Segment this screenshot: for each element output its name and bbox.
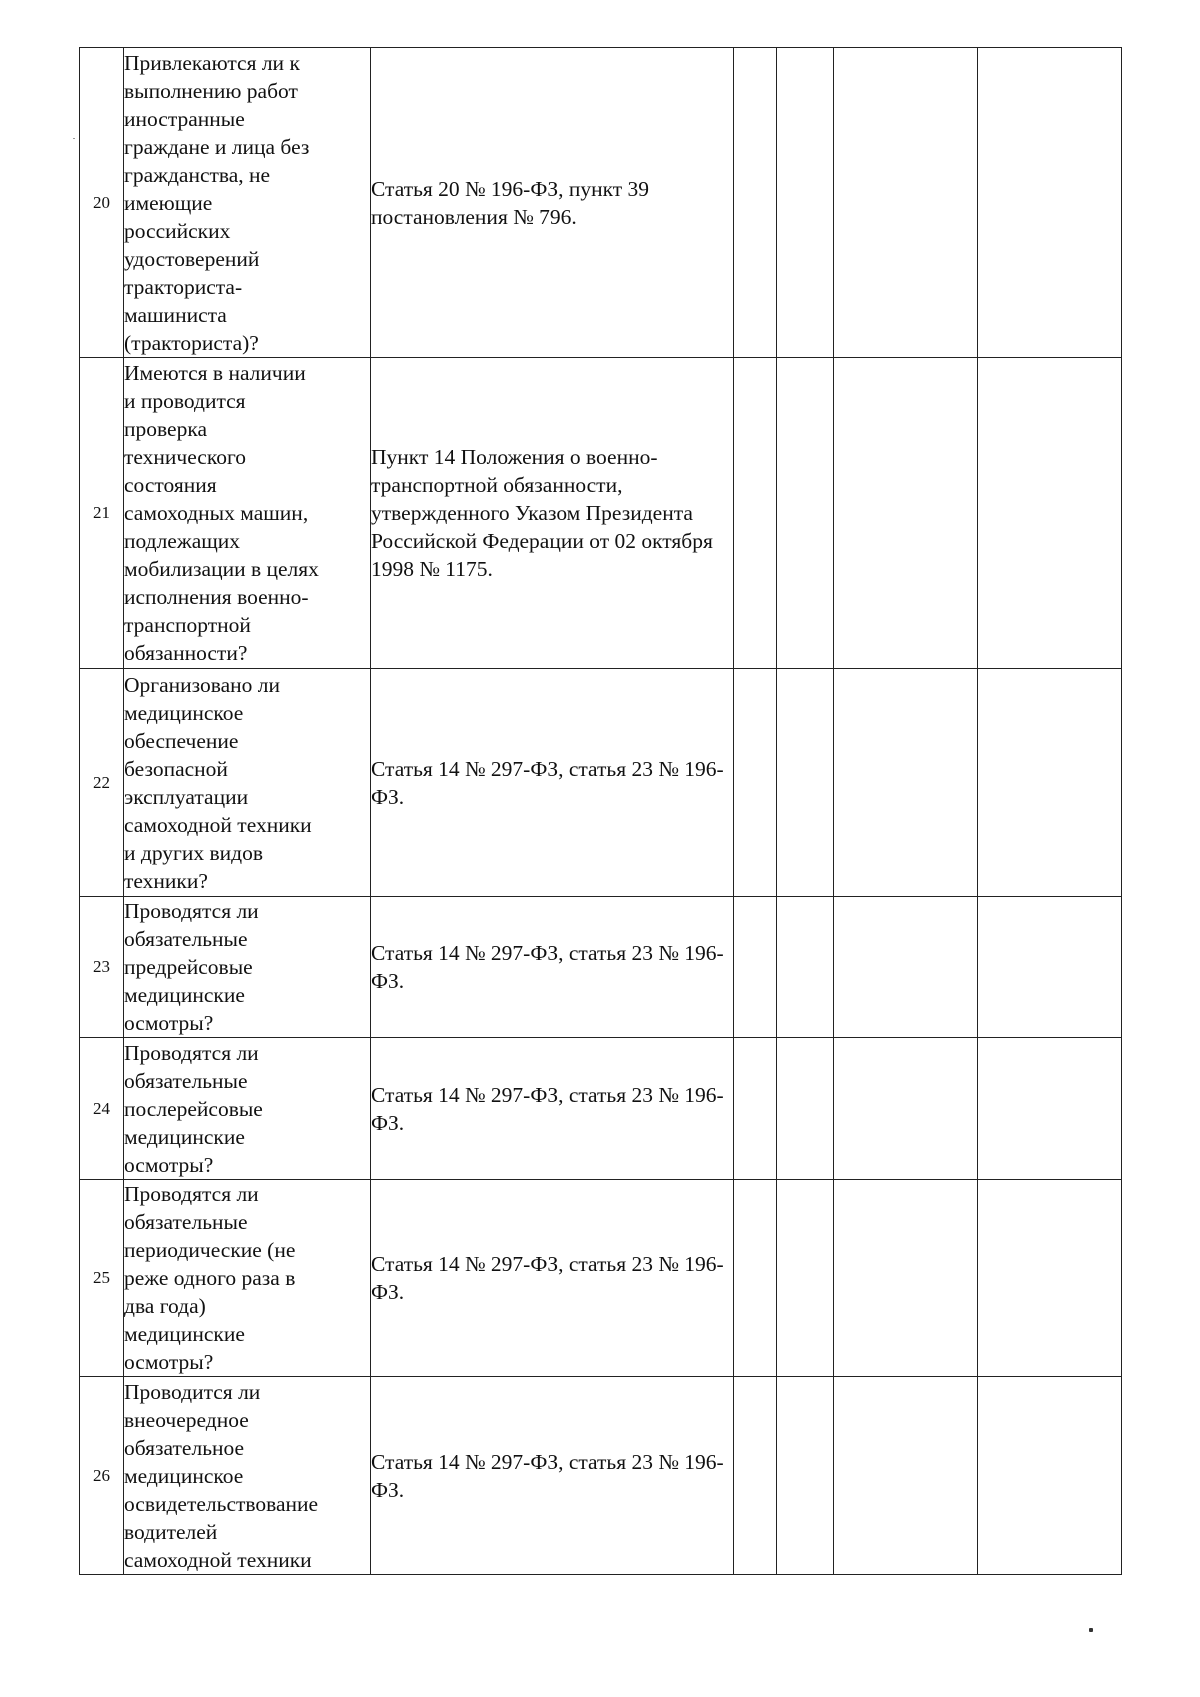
question-line: проверка	[124, 417, 207, 441]
question-line: российских	[124, 218, 231, 243]
question-line: Имеются в наличии	[124, 361, 306, 385]
question-line: осмотры?	[124, 1152, 214, 1177]
table-row	[80, 1377, 1122, 1575]
table-row	[80, 358, 1122, 669]
answer-cell-not-applicable	[834, 48, 978, 358]
answer-cell-not-applicable	[834, 358, 978, 669]
answer-cell-yes	[734, 1377, 777, 1575]
question-line: медицинское	[124, 700, 244, 725]
question-line: граждане и лица без	[124, 134, 310, 159]
answer-cell-no	[777, 1180, 834, 1377]
question-line: Проводится ли	[124, 1379, 261, 1404]
answer-cell-yes	[734, 1038, 777, 1180]
question-line: эксплуатации	[124, 784, 249, 809]
question-line: послерейсовые	[124, 1096, 263, 1121]
row-number: 22	[80, 669, 124, 897]
row-number: 24	[80, 1038, 124, 1180]
notes-cell	[978, 48, 1122, 358]
answer-cell-yes	[734, 358, 777, 669]
answer-cell-yes	[734, 1180, 777, 1377]
question-line: обязательные	[124, 927, 248, 951]
checklist-table	[79, 47, 1122, 1575]
question-cell	[124, 1180, 371, 1377]
table-row	[80, 897, 1122, 1038]
question-line: технического	[124, 445, 246, 469]
question-line: исполнения военно-	[124, 585, 309, 609]
answer-cell-yes	[734, 48, 777, 358]
legal-reference: Статья 20 № 196-ФЗ, пункт 39 постановления № 796.	[371, 48, 734, 358]
answer-cell-not-applicable	[834, 669, 978, 897]
answer-cell-no	[777, 897, 834, 1038]
question-cell	[124, 1038, 371, 1180]
notes-cell	[978, 1038, 1122, 1180]
question-line: периодические (не	[124, 1238, 296, 1262]
answer-cell-no	[777, 1377, 834, 1575]
question-cell	[124, 897, 371, 1038]
answer-cell-not-applicable	[834, 1180, 978, 1377]
legal-reference: Пункт 14 Положения о военно-транспортной обязанности, утвержденного Указом Президента Российской Федерации от 02 октября 1998 № 1175.	[371, 358, 734, 669]
question-cell	[124, 669, 371, 897]
row-number: 20	[80, 48, 124, 358]
answer-cell-no	[777, 48, 834, 358]
question-line: состояния	[124, 473, 217, 497]
question-line: имеющие	[124, 190, 213, 215]
question-line: два года)	[124, 1294, 206, 1318]
question-line: самоходной техники	[124, 1547, 312, 1572]
question-line: машиниста	[124, 302, 227, 327]
notes-cell	[978, 358, 1122, 669]
row-number: 25	[80, 1180, 124, 1377]
question-line: тракториста-	[124, 274, 243, 299]
notes-cell	[978, 1180, 1122, 1377]
legal-reference: Статья 14 № 297-ФЗ, статья 23 № 196-ФЗ.	[371, 1377, 734, 1575]
answer-cell-no	[777, 669, 834, 897]
answer-cell-no	[777, 358, 834, 669]
answer-cell-no	[777, 1038, 834, 1180]
row-number: 21	[80, 358, 124, 669]
row-number: 23	[80, 897, 124, 1038]
question-line: обязательные	[124, 1068, 248, 1093]
question-line: предрейсовые	[124, 955, 253, 979]
notes-cell	[978, 1377, 1122, 1575]
notes-cell	[978, 669, 1122, 897]
scan-mark	[1089, 1628, 1093, 1632]
answer-cell-yes	[734, 897, 777, 1038]
scan-speck	[73, 138, 75, 139]
question-line: обязательное	[124, 1435, 245, 1460]
question-line: медицинские	[124, 1124, 245, 1149]
question-line: транспортной	[124, 613, 251, 637]
legal-reference: Статья 14 № 297-ФЗ, статья 23 № 196-ФЗ.	[371, 897, 734, 1038]
question-line: (тракториста)?	[124, 330, 259, 355]
question-cell	[124, 1377, 371, 1575]
legal-reference: Статья 14 № 297-ФЗ, статья 23 № 196-ФЗ.	[371, 1180, 734, 1377]
question-line: водителей	[124, 1519, 218, 1544]
question-line: иностранные	[124, 106, 245, 131]
question-line: медицинское	[124, 1463, 244, 1488]
question-line: осмотры?	[124, 1011, 214, 1035]
question-line: удостоверений	[124, 246, 260, 271]
question-line: самоходных машин,	[124, 501, 309, 525]
legal-reference: Статья 14 № 297-ФЗ, статья 23 № 196-ФЗ.	[371, 1038, 734, 1180]
notes-cell	[978, 897, 1122, 1038]
table-row	[80, 1038, 1122, 1180]
question-cell	[124, 48, 371, 358]
question-line: освидетельствование	[124, 1491, 319, 1516]
question-line: Организовано ли	[124, 672, 281, 697]
question-line: подлежащих	[124, 529, 241, 553]
question-line: обязательные	[124, 1210, 248, 1234]
question-line: безопасной	[124, 756, 228, 781]
question-line: Проводятся ли	[124, 1040, 259, 1065]
row-number: 26	[80, 1377, 124, 1575]
checklist-body	[80, 48, 1122, 1575]
question-line: реже одного раза в	[124, 1266, 296, 1290]
question-line: осмотры?	[124, 1350, 214, 1374]
question-line: медицинские	[124, 1322, 245, 1346]
question-cell	[124, 358, 371, 669]
legal-reference: Статья 14 № 297-ФЗ, статья 23 № 196-ФЗ.	[371, 669, 734, 897]
question-line: Проводятся ли	[124, 899, 259, 923]
question-line: техники?	[124, 868, 208, 893]
question-line: гражданства, не	[124, 162, 271, 187]
question-line: мобилизации в целях	[124, 557, 319, 581]
question-line: обеспечение	[124, 728, 239, 753]
question-line: внеочередное	[124, 1407, 249, 1432]
table-row	[80, 48, 1122, 358]
answer-cell-not-applicable	[834, 1038, 978, 1180]
answer-cell-yes	[734, 669, 777, 897]
question-line: и проводится	[124, 389, 246, 413]
question-line: Проводятся ли	[124, 1182, 259, 1206]
question-line: и других видов	[124, 840, 263, 865]
answer-cell-not-applicable	[834, 1377, 978, 1575]
question-line: Привлекаются ли к	[124, 50, 300, 75]
table-row	[80, 669, 1122, 897]
question-line: выполнению работ	[124, 78, 298, 103]
answer-cell-not-applicable	[834, 897, 978, 1038]
question-line: медицинские	[124, 983, 245, 1007]
question-line: обязанности?	[124, 641, 248, 665]
question-line: самоходной техники	[124, 812, 312, 837]
table-row	[80, 1180, 1122, 1377]
